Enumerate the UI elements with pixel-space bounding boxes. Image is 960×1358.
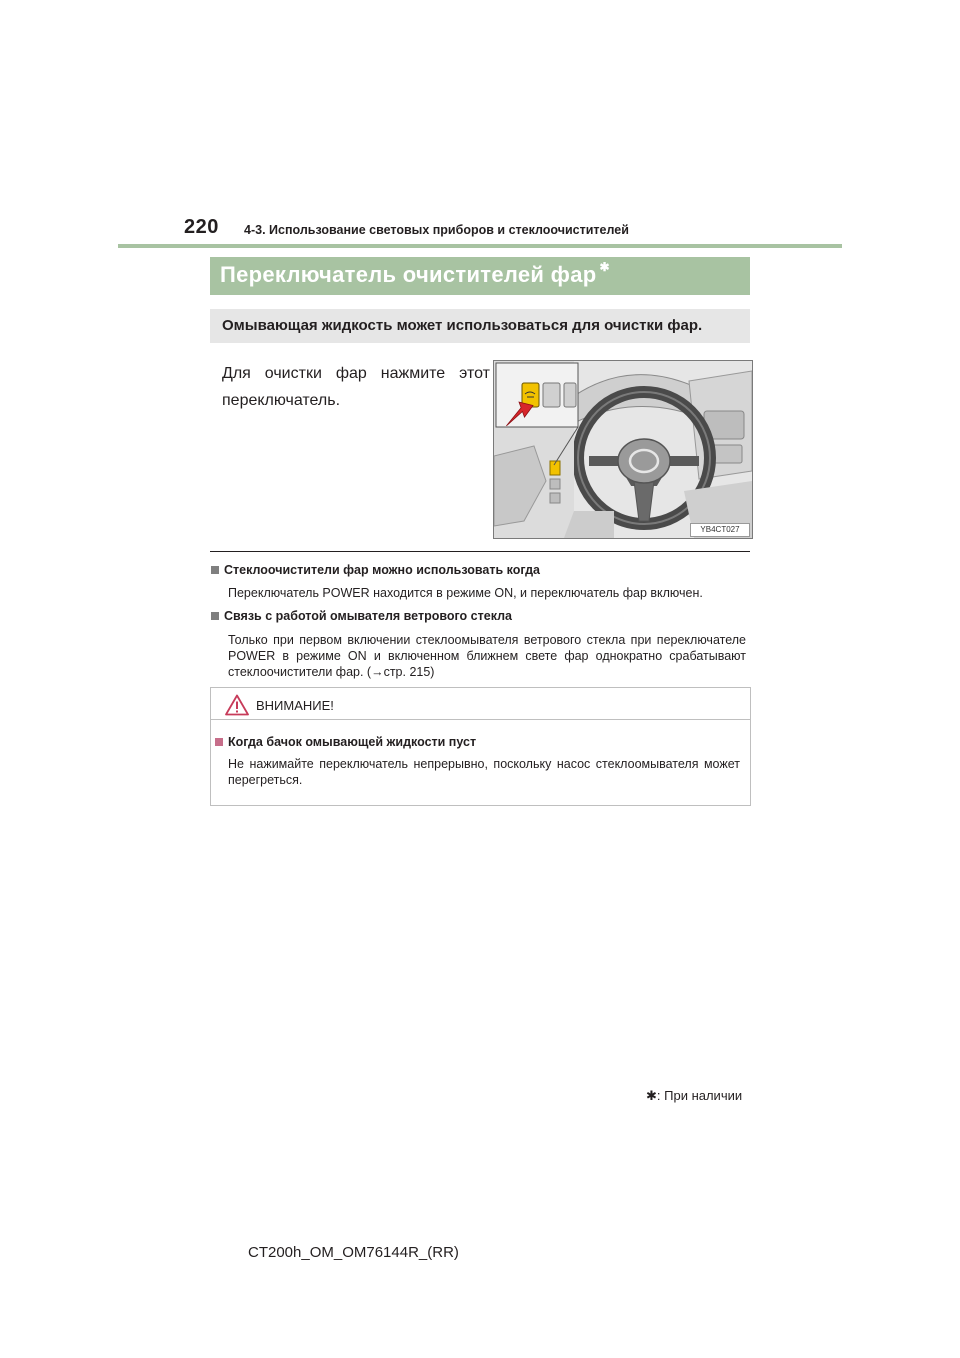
subheading: Омывающая жидкость может использоваться для очистки фар. — [222, 317, 703, 334]
warning-heading-text: Когда бачок омывающей жидкости пуст — [228, 735, 477, 749]
header-rule — [118, 244, 842, 248]
intro-line-1: Для очистки фар нажмите этот — [222, 365, 490, 382]
intro-text — [222, 360, 490, 414]
square-bullet-icon — [211, 566, 219, 574]
section-divider — [210, 551, 750, 552]
section-title: 4-3. Использование световых приборов и стеклоочистителей — [244, 223, 629, 237]
note-1-heading-text: Стеклоочистители фар можно использовать когда — [224, 563, 540, 577]
availability-mark: ✱ — [599, 260, 610, 274]
note-1-body: Переключатель POWER находится в режиме ON, и переключатель фар включен. — [228, 586, 703, 600]
square-bullet-icon — [211, 612, 219, 620]
square-bullet-icon — [215, 738, 223, 746]
note-2-body: Только при первом включении стеклоомывателя ветрового стекла при переключателе POWER в режиме ON и включенном ближнем свете фар однократно срабатывают стеклоочистители фар. (→стр. 215) — [228, 633, 746, 679]
subheading-bar — [210, 309, 750, 343]
dashboard-illustration — [493, 360, 753, 539]
warning-triangle-icon — [225, 694, 249, 716]
note-2-heading-text: Связь с работой омывателя ветрового стекла — [224, 609, 512, 623]
note-2-heading — [211, 609, 512, 623]
warning-box — [210, 687, 751, 806]
intro-line-2: переключатель. — [222, 392, 341, 409]
page-title — [220, 262, 610, 288]
footnote: ✱: При наличии — [646, 1088, 743, 1103]
note-1-heading — [211, 563, 540, 577]
page-number: 220 — [184, 216, 219, 238]
warning-label: ВНИМАНИЕ! — [256, 698, 334, 713]
title-bar — [210, 257, 750, 295]
warning-body: Не нажимайте переключатель непрерывно, поскольку насос стеклоомывателя может перегреться. — [228, 757, 740, 787]
page-title-text: Переключатель очистителей фар — [220, 262, 597, 287]
warning-heading — [215, 735, 476, 749]
warning-separator — [211, 719, 750, 720]
steering-wheel-switch-illustration — [494, 361, 752, 538]
figure-code: YB4CT027 — [690, 523, 750, 537]
footer-doc-code: CT200h_OM_OM76144R_(RR) — [248, 1244, 459, 1261]
